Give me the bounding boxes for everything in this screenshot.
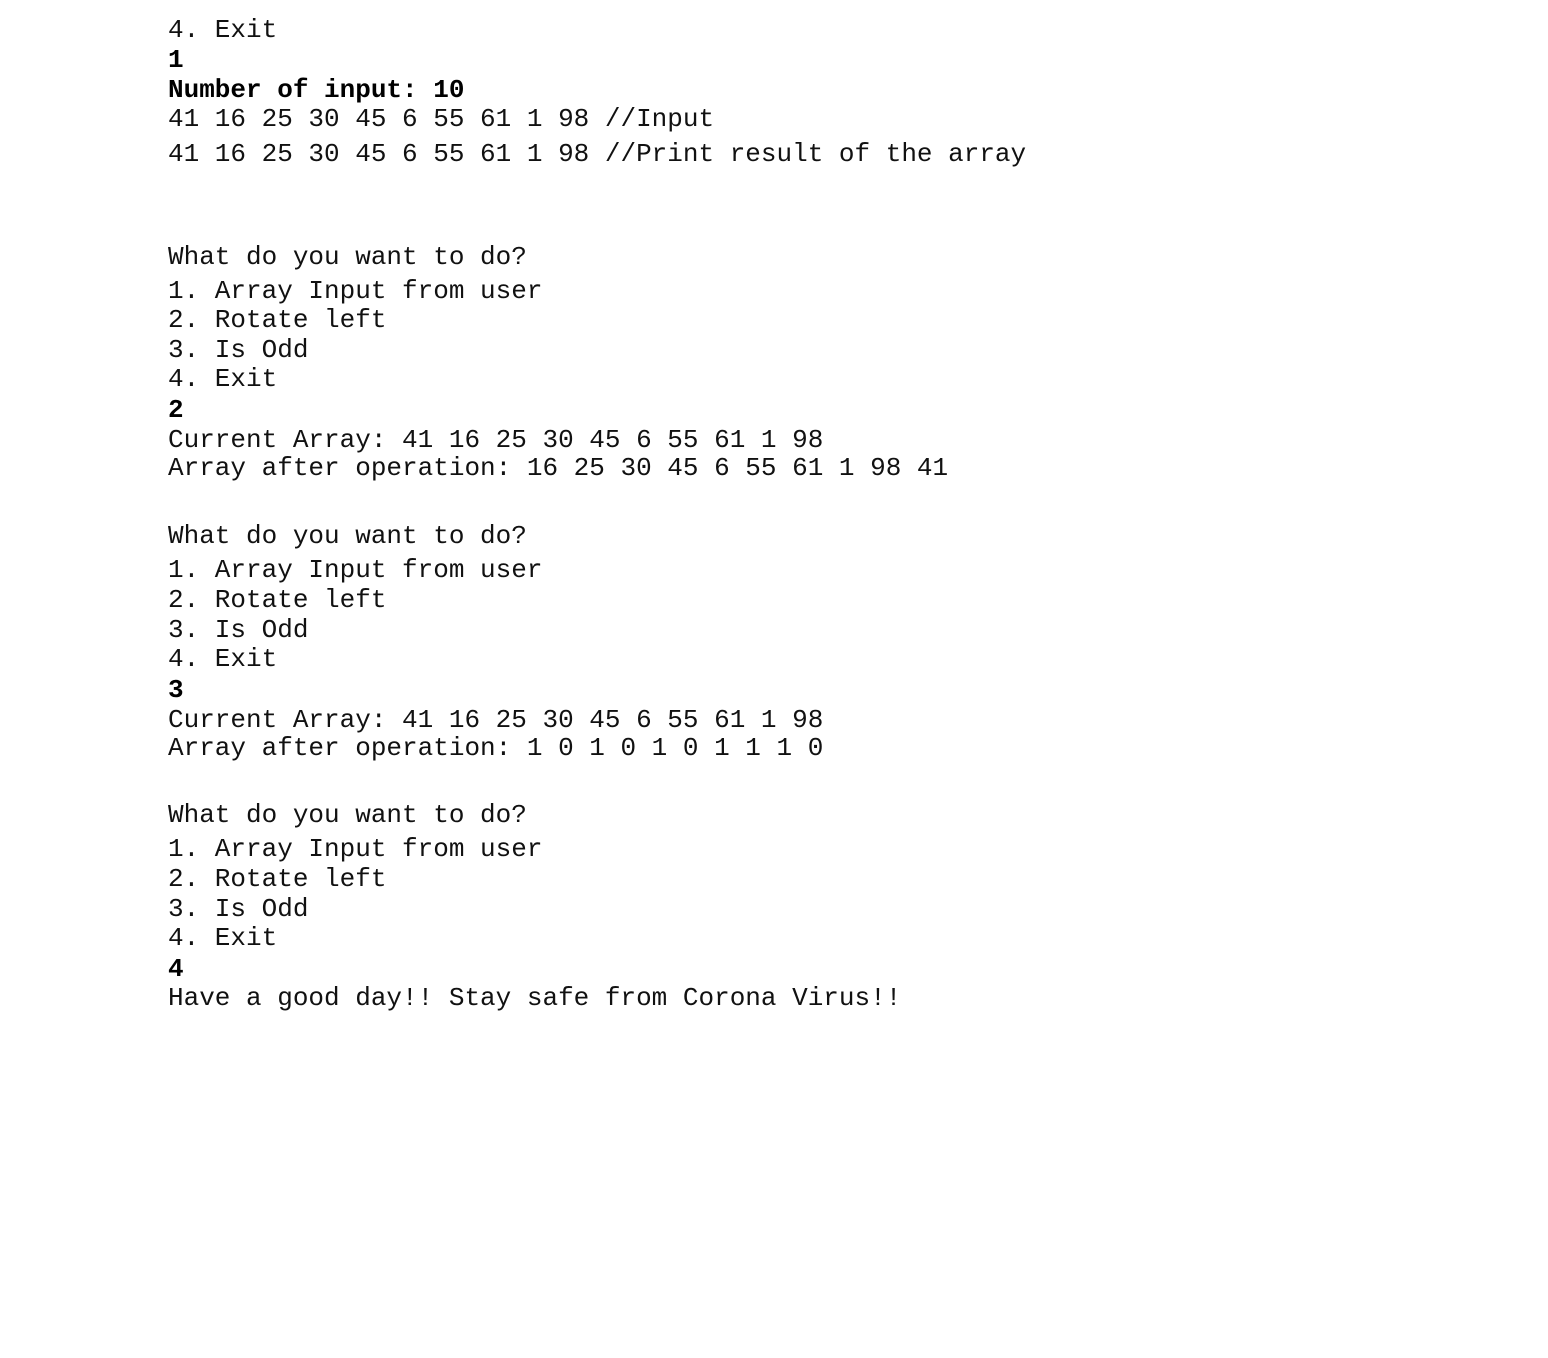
user-choice: 3 <box>168 675 184 705</box>
menu-option-array-input: 1. Array Input from user <box>168 555 543 585</box>
current-array-line: Current Array: 41 16 25 30 45 6 55 61 1 98 <box>168 705 824 735</box>
menu-prompt: What do you want to do? <box>168 242 527 272</box>
menu-option-array-input: 1. Array Input from user <box>168 834 543 864</box>
menu-option-is-odd: 3. Is Odd <box>168 894 309 924</box>
menu-option-rotate-left: 2. Rotate left <box>168 585 387 615</box>
number-of-input-prompt: Number of input: 10 <box>168 75 465 105</box>
menu-prompt: What do you want to do? <box>168 521 527 551</box>
menu-option-exit: 4. Exit <box>168 923 278 953</box>
array-input-line: 41 16 25 30 45 6 55 61 1 98 //Input <box>168 104 715 134</box>
menu-option-is-odd: 3. Is Odd <box>168 335 309 365</box>
menu-prompt: What do you want to do? <box>168 800 527 830</box>
menu-option-rotate-left: 2. Rotate left <box>168 305 387 335</box>
menu-option-exit: 4. Exit <box>168 15 278 45</box>
array-after-operation-line: Array after operation: 1 0 1 0 1 0 1 1 1 0 <box>168 733 824 763</box>
array-after-operation-line: Array after operation: 16 25 30 45 6 55 61 1 98 41 <box>168 453 949 483</box>
array-print-line: 41 16 25 30 45 6 55 61 1 98 //Print result of the array <box>168 139 1027 169</box>
user-choice: 4 <box>168 954 184 984</box>
menu-option-rotate-left: 2. Rotate left <box>168 864 387 894</box>
menu-option-exit: 4. Exit <box>168 644 278 674</box>
menu-option-array-input: 1. Array Input from user <box>168 276 543 306</box>
farewell-message: Have a good day!! Stay safe from Corona Virus!! <box>168 983 902 1013</box>
menu-option-is-odd: 3. Is Odd <box>168 615 309 645</box>
menu-option-exit: 4. Exit <box>168 364 278 394</box>
user-choice: 2 <box>168 395 184 425</box>
current-array-line: Current Array: 41 16 25 30 45 6 55 61 1 98 <box>168 425 824 455</box>
user-choice: 1 <box>168 45 184 75</box>
